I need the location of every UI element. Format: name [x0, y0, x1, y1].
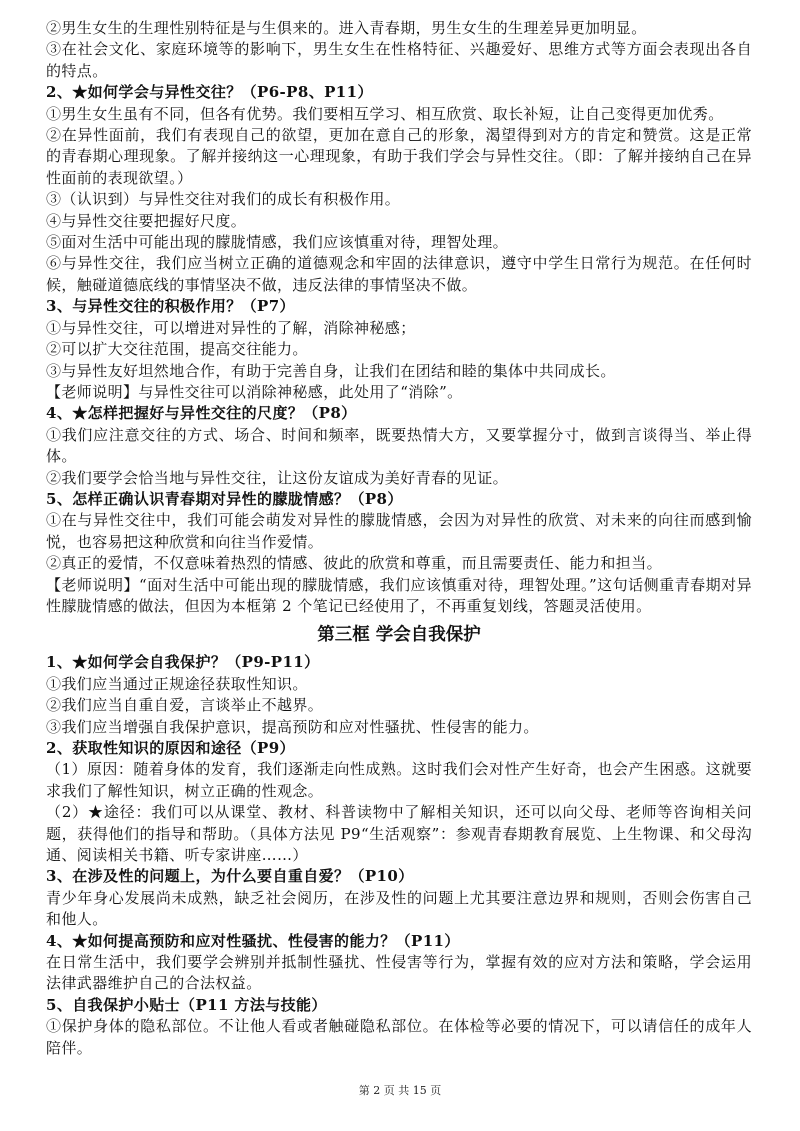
question-heading: 3、与异性交往的积极作用？（P7）	[46, 297, 295, 316]
paragraph: （2）★途径：我们可以从课堂、教材、科普读物中了解相关知识，还可以向父母、老师等咨询相关问题，获得他们的指导和帮助。（具体方法见 P9“生活观察”：参观青春期教育展览、上生物课、和父母沟通、阅读相关书籍、听专家讲座……）	[46, 803, 752, 865]
question-heading: 2、★如何学会与异性交往？（P6-P8、P11）	[46, 83, 373, 102]
question-heading: 4、★怎样把握好与异性交往的尺度？（P8）	[46, 404, 357, 423]
paragraph: ③在社会文化、家庭环境等的影响下，男生女生在性格特征、兴趣爱好、思维方式等方面会表现出各自的特点。	[46, 40, 752, 80]
page-footer: 第 2 页 共 15 页	[358, 1084, 442, 1097]
question-heading: 5、自我保护小贴士（P11 方法与技能）	[46, 995, 327, 1014]
question-heading: 3、在涉及性的问题上，为什么要自重自爱？（P10）	[46, 867, 414, 886]
paragraph: ②在异性面前，我们有表现自己的欲望，更加在意自己的形象，渴望得到对方的肯定和赞赏。这是正常的青春期心理现象。了解并接纳这一心理现象，有助于我们学会与异性交往。（即：了解并接纳自己在异性面前的表现欲望。）	[46, 126, 752, 187]
paragraph: ①男生女生虽有不同，但各有优势。我们要相互学习、相互欣赏、取长补短，让自己变得更加优秀。	[46, 104, 724, 123]
paragraph: ①在与异性交往中，我们可能会萌发对异性的朦胧情感，会因为对异性的欣赏、对未来的向往而感到愉悦，也容易把这种欣赏和向往当作爱情。	[46, 511, 752, 551]
paragraph: ②真正的爱情，不仅意味着热烈的情感、彼此的欣赏和尊重，而且需要责任、能力和担当。	[46, 554, 663, 573]
paragraph: ②可以扩大交往范围，提高交往能力。	[46, 340, 308, 359]
paragraph: 【老师说明】与异性交往可以消除神秘感，此处用了“消除”。	[46, 382, 463, 401]
document-page	[46, 18, 752, 1059]
question-heading: 4、★如何提高预防和应对性骚扰、性侵害的能力？（P11）	[46, 931, 460, 950]
paragraph: 【老师说明】“面对生活中可能出现的朦胧情感，我们应该慎重对待，理智处理。”这句话侧重青春期对异性朦胧情感的做法，但因为本框第 2 个笔记已经使用了，不再重复划线，答题灵活使用。	[46, 575, 752, 615]
paragraph: ①我们应注意交往的方式、场合、时间和频率，既要热情大方，又要掌握分寸，做到言谈得当、举止得体。	[46, 425, 752, 466]
paragraph: ③（认识到）与异性交往对我们的成长有积极作用。	[46, 190, 401, 209]
paragraph: ①与异性交往，可以增进对异性的了解，消除神秘感；	[46, 318, 416, 337]
paragraph: ②男生女生的生理性别特征是与生俱来的。进入青春期，男生女生的生理差异更加明显。	[46, 19, 647, 37]
paragraph: ①我们应当通过正规途径获取性知识。	[46, 674, 308, 693]
question-heading: 1、★如何学会自我保护？（P9-P11）	[46, 653, 320, 672]
paragraph: ③我们应当增强自我保护意识，提高预防和应对性骚扰、性侵害的能力。	[46, 717, 539, 736]
paragraph: ⑥与异性交往，我们应当树立正确的道德观念和牢固的法律意识，遵守中学生日常行为规范。在任何时候，触碰道德底线的事情坚决不做，违反法律的事情坚决不做。	[46, 254, 752, 294]
paragraph: ③与异性友好坦然地合作，有助于完善自身，让我们在团结和睦的集体中共同成长。	[46, 361, 616, 380]
paragraph: ②我们应当自重自爱，言谈举止不越界。	[46, 696, 324, 715]
paragraph: 在日常生活中，我们要学会辨别并抵制性骚扰、性侵害等行为，掌握有效的应对方法和策略，学会运用法律武器维护自己的合法权益。	[46, 953, 752, 993]
paragraph: ②我们要学会恰当地与异性交往，让这份友谊成为美好青春的见证。	[46, 468, 509, 487]
section-title: 第三框 学会自我保护	[317, 625, 481, 646]
paragraph: 青少年身心发展尚未成熟，缺乏社会阅历，在涉及性的问题上尤其要注意边界和规则，否则会伤害自己和他人。	[46, 888, 752, 929]
paragraph: （1）原因：随着身体的发育，我们逐渐走向性成熟。这时我们会对性产生好奇，也会产生困惑。这就要求我们了解性知识，树立正确的性观念。	[46, 760, 752, 800]
question-heading: 5、怎样正确认识青春期对异性的朦胧情感？（P8）	[46, 489, 403, 508]
paragraph: ①保护身体的隐私部位。不让他人看或者触碰隐私部位。在体检等必要的情况下，可以请信任的成年人陪伴。	[46, 1017, 752, 1057]
question-heading: 2、获取性知识的原因和途径（P9）	[46, 739, 295, 757]
paragraph: ⑤面对生活中可能出现的朦胧情感，我们应该慎重对待，理智处理。	[46, 233, 509, 252]
paragraph: ④与异性交往要把握好尺度。	[46, 211, 247, 230]
